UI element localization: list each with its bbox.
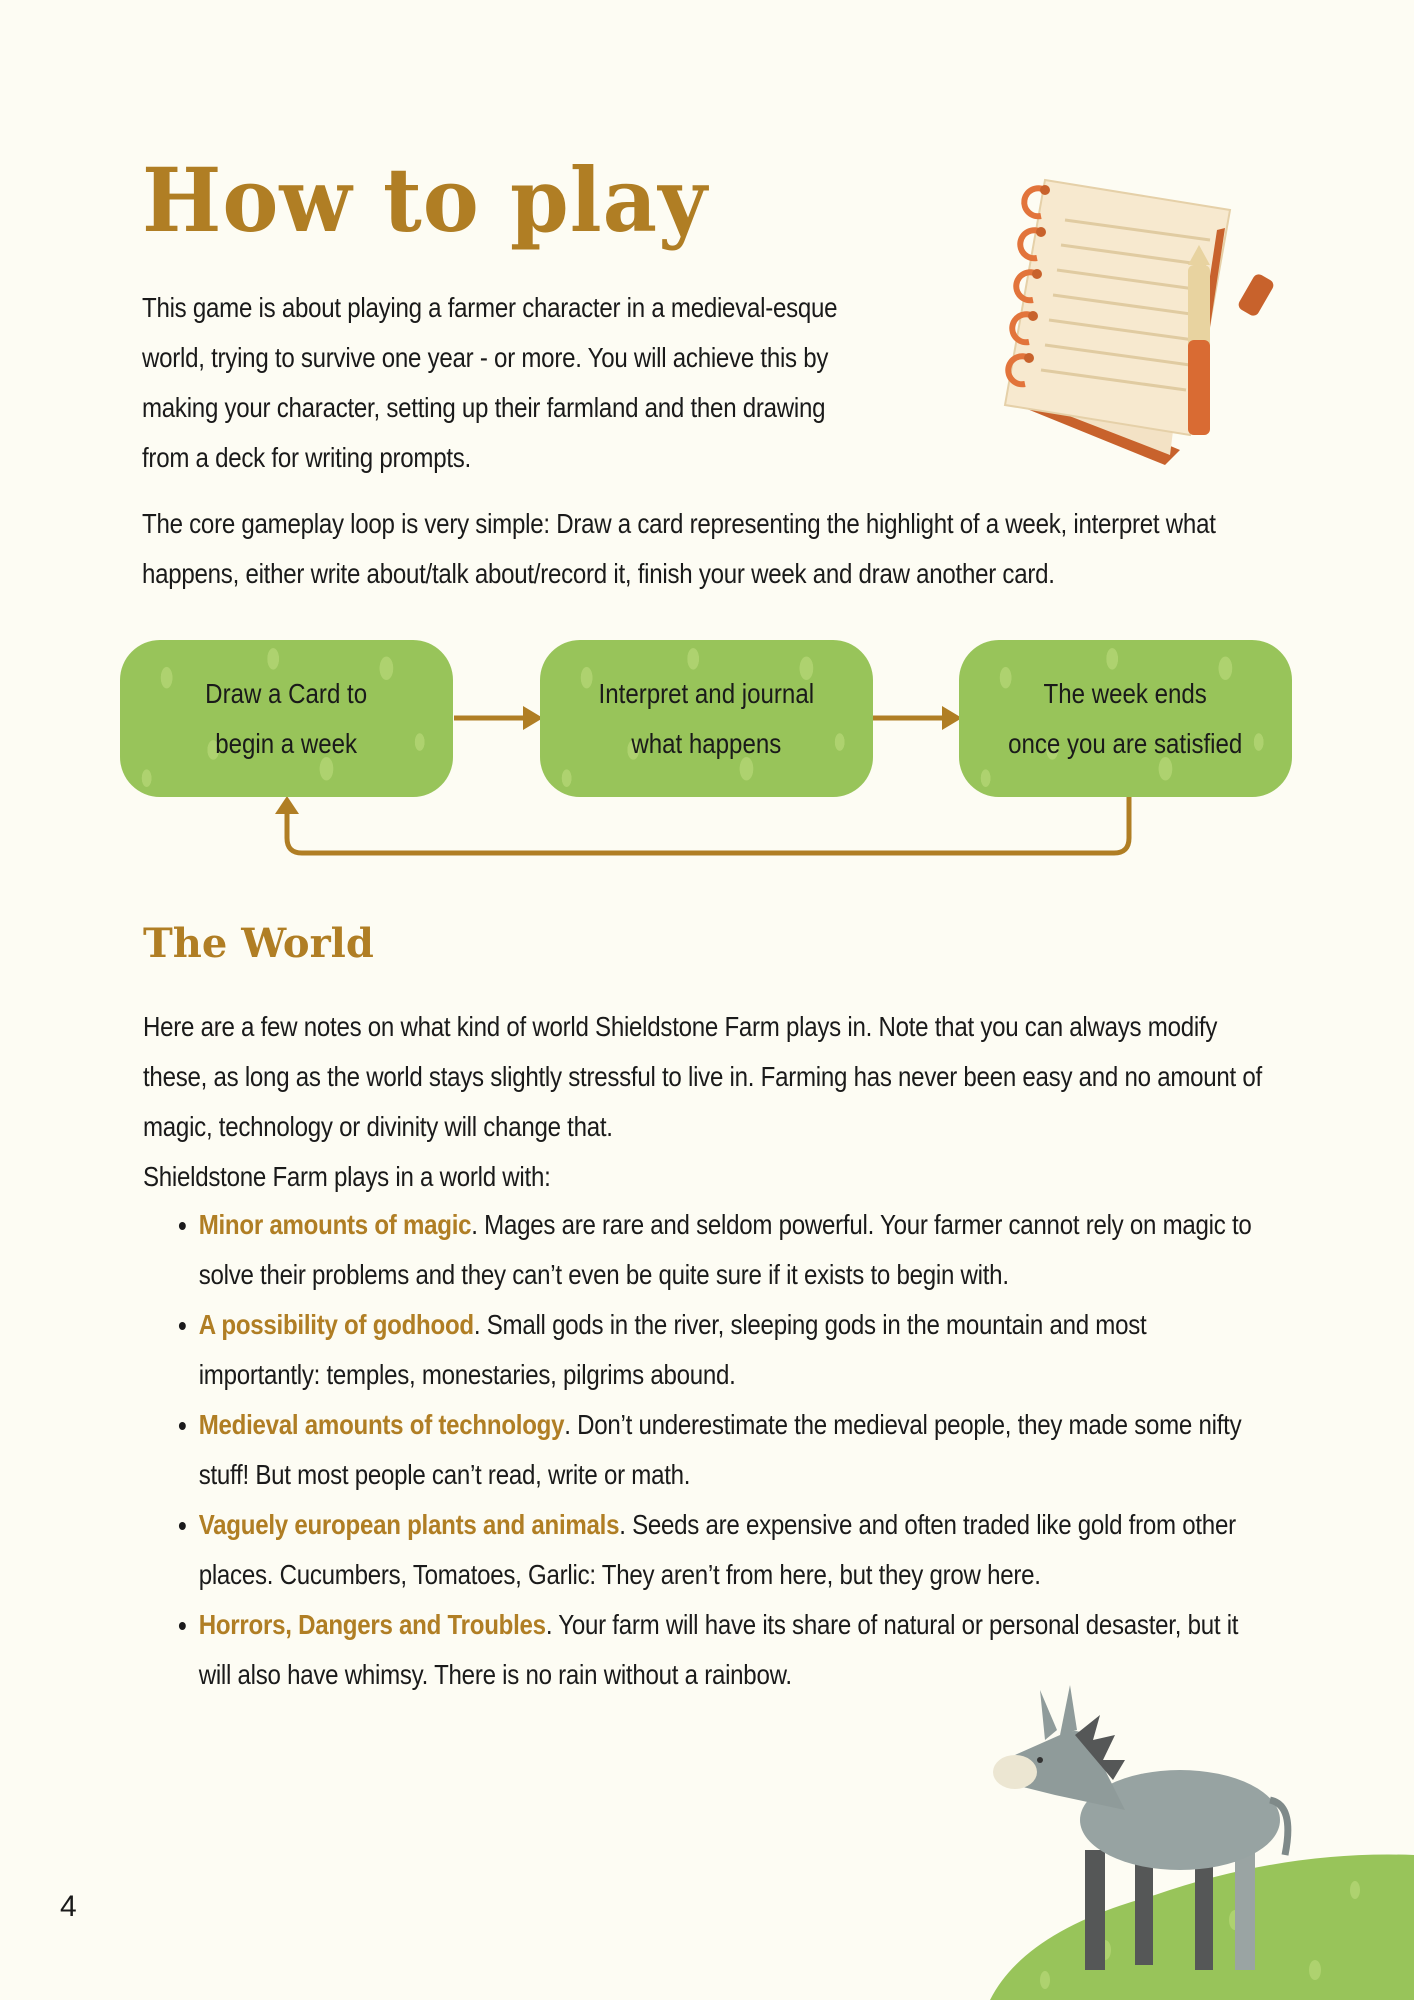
list-item-highlight: Minor amounts of magic <box>198 1209 472 1240</box>
list-item-text: . Don’t underestimate the medieval people, they made some nifty stuff! But most people can’t read, write or math. <box>198 1409 1242 1490</box>
list-item-text: . Mages are rare and seldom powerful. Your farmer cannot rely on magic to solve their problems and they can’t even be quite sure if it exists to begin with. <box>198 1209 1252 1290</box>
list-item-highlight: Medieval amounts of technology <box>198 1409 565 1440</box>
world-lead: Shieldstone Farm plays in a world with: <box>143 1161 551 1192</box>
flow-step-label: Interpret and journal what happens <box>598 677 815 759</box>
world-intro <box>143 1002 1287 1202</box>
flow-step-label: Draw a Card to begin a week <box>205 677 368 759</box>
section-heading-world: The World <box>143 920 374 967</box>
list-item-highlight: A possibility of godhood <box>198 1309 474 1340</box>
list-item <box>199 1400 1253 1500</box>
list-item-highlight: Horrors, Dangers and Troubles <box>198 1609 546 1640</box>
list-item-text: . Seeds are expensive and often traded like gold from other places. Cucumbers, Tomatoes, Garlic: They aren’t from here, but they grow here. <box>198 1509 1236 1590</box>
donkey-illustration <box>985 1680 1414 2000</box>
world-intro-paragraph: Here are a few notes on what kind of world Shieldstone Farm plays in. Note that you can always modify these, as long as the world stays slightly stressful to live in. Farming has never been easy and no amount of magic, technology or divinity will change that. <box>143 1011 1262 1142</box>
list-item-highlight: Vaguely european plants and animals <box>198 1509 620 1540</box>
page-number: 4 <box>60 1890 77 1923</box>
flow-step-interpret <box>540 640 873 797</box>
flow-return-arrow <box>287 797 1129 853</box>
flow-step-label: The week ends once you are satisfied <box>1008 677 1243 759</box>
gameplay-loop-paragraph: The core gameplay loop is very simple: Draw a card representing the highlight of a week, interpret what happens, either write about/talk about/record it, finish your week and draw another card. <box>142 508 1216 589</box>
list-item-text: . Small gods in the river, sleeping gods in the mountain and most importantly: temples, monestaries, pilgrims abound. <box>198 1309 1147 1390</box>
flow-step-draw-card <box>120 640 453 797</box>
list-item <box>199 1200 1253 1300</box>
intro-paragraph: This game is about playing a farmer character in a medieval-esque world, trying to survive one year - or more. You will achieve this by making your character, setting up their farmland and then drawing from a deck for writing prompts. <box>142 292 838 473</box>
list-item <box>199 1300 1253 1400</box>
list-item-text: . Your farm will have its share of natural or personal desaster, but it will also have whimsy. There is no rain without a rainbow. <box>198 1609 1239 1690</box>
page-title: How to play <box>142 148 708 252</box>
world-features-list <box>160 1200 1252 1700</box>
list-item <box>199 1500 1253 1600</box>
flow-step-week-ends <box>959 640 1292 797</box>
